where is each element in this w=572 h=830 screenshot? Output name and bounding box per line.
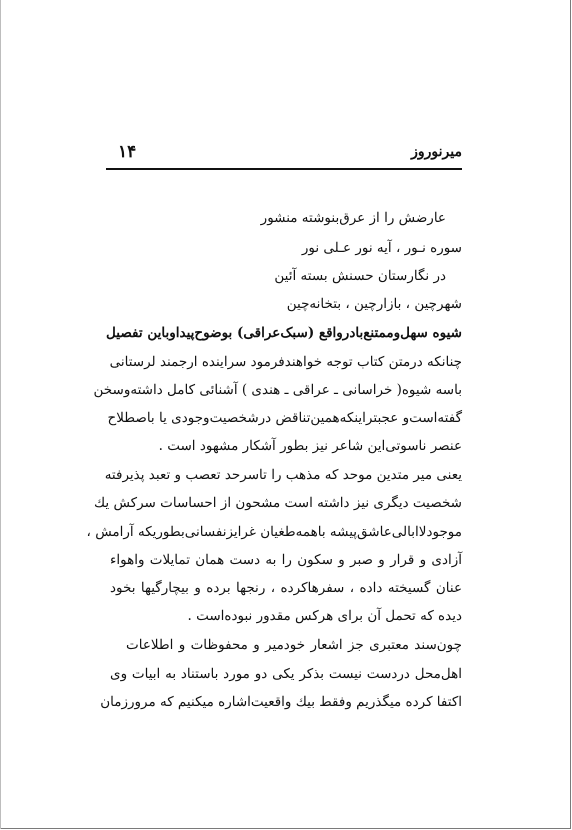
page-number: ۱۴ — [118, 142, 137, 162]
paragraph-line: گفته‌است‌و عجبتراینکه‌همین‌تناقض درشخصیت‌وجودی یا باصطلاح — [107, 410, 462, 426]
paragraph-line: آزادی و قرار و صبر و سکون را به دست همان تمایلات واهواء — [110, 552, 462, 568]
paragraph-line: شیوه سهل‌وممتنع‌بادرواقع (سبک‌عراقی) بوضوح‌پیداوباین تفصیل — [106, 325, 462, 341]
paragraph-line: اکتفا کرده میگذریم وفقط بیك واقعیت‌اشاره میکنیم که مرورزمان — [100, 694, 462, 710]
paragraph-line: اهل‌محل دردست نیست بذکر یکی دو مورد باستناد به ابیات وی — [110, 666, 462, 682]
paragraph-line: عنصر ناسوتی‌این شاعر نیز بطور آشکار مشهود است . — [158, 438, 462, 454]
running-title: میرنوروز — [411, 144, 462, 160]
paragraph-line: عنان گسیخته داده ، سفرهاکرده ، رنجها برده و بیچارگیها بخود — [110, 580, 462, 596]
paragraph-line: دیده که تحمل آن برای هرکس مقدور نبوده‌است . — [187, 608, 462, 624]
verse-line: سوره نـور ، آیه نور عـلی نور — [301, 240, 462, 256]
paragraph-line: شخصیت دیگری نیز داشته است مشحون از احساسات سرکش یك — [94, 495, 462, 511]
page-frame-left-edge — [0, 0, 1, 829]
paragraph-line: یعنی میر متدین موحد که مذهب را تاسرحد تعصب و تعبد پذیرفته — [104, 467, 462, 483]
verse-line: در نگارستان حسنش بسته آئین — [274, 268, 446, 284]
paragraph-line: موجودلاابالی‌عاشق‌پیشه باهمه‌طغیان غرایزنفسانی‌بطوریکه آرامش ، — [86, 524, 462, 540]
verse-line: شهرچین ، بازارچین ، بتخانه‌چین — [286, 296, 462, 312]
verse-line: عارضش را از عرق‌بنوشته منشور — [260, 210, 446, 226]
paragraph-line: باسه شیوه( خراسانی ـ عراقی ـ هندی ) آشنائی کامل داشته‌وسخن — [93, 382, 462, 398]
header-rule — [106, 168, 462, 170]
page-header — [106, 141, 462, 163]
paragraph-line: چنانکه درمتن کتاب توجه خواهندفرمود سراینده ارجمند لرستانی — [109, 354, 462, 370]
paragraph-line: چون‌سند معتبری جز اشعار خودمیر و محفوظات و اطلاعات — [126, 637, 462, 653]
